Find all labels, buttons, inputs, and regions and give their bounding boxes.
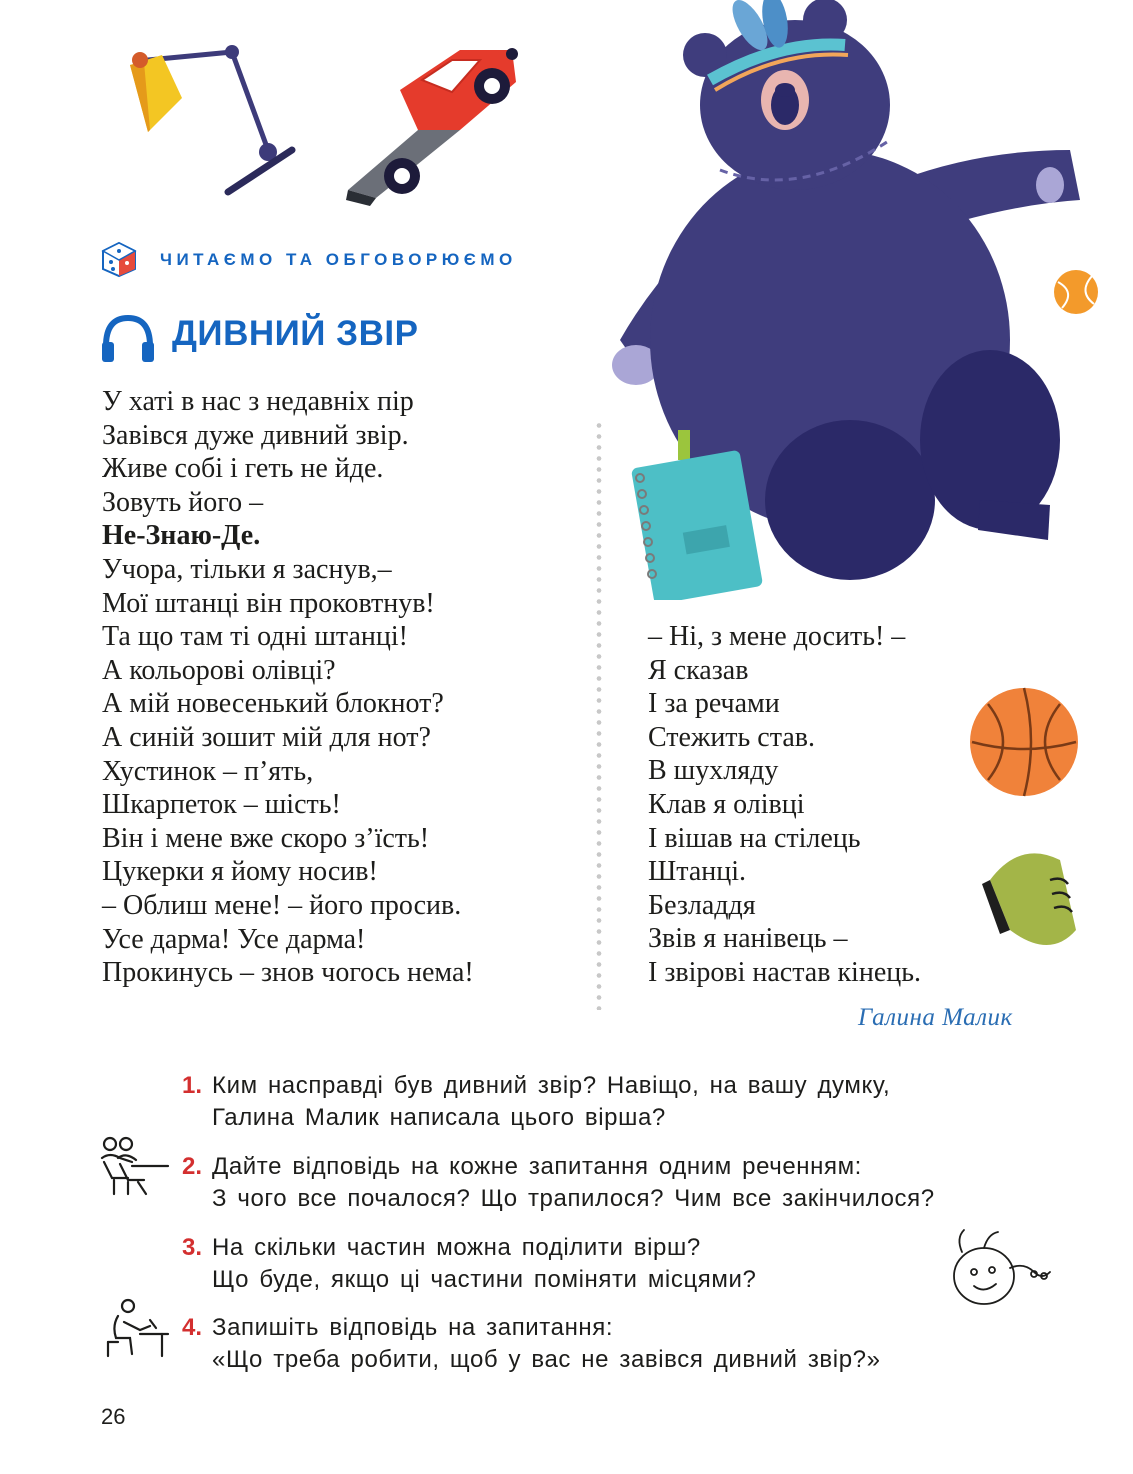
question-2 (0, 1151, 1133, 1215)
poem-line: Прокинусь – знов чогось нема! (102, 957, 474, 989)
column-divider (596, 420, 602, 1010)
section-label: ЧИТАЄМО ТА ОБГОВОРЮЄМО (160, 250, 517, 269)
poem-line: Завівся дуже дивний звір. (102, 419, 409, 451)
question-text: «Що треба робити, щоб у вас не завівся дивний звір?» (212, 1346, 881, 1373)
poem-line: Мої штанці він проковтнув! (102, 587, 435, 619)
poem-line: Штанці. (648, 856, 746, 888)
poem-line: В шухляду (648, 755, 779, 787)
lamp-illustration (120, 40, 300, 200)
question-4 (0, 1312, 1133, 1376)
question-text: З чого все почалося? Що трапилося? Чим все закінчилося? (212, 1185, 935, 1212)
poem-line: – Ні, з мене досить! – (648, 621, 906, 652)
basketball-illustration (968, 686, 1080, 798)
question-text: Що буде, якщо ці частини поміняти місцями? (212, 1266, 757, 1293)
poem-line: Та що там ті одні штанці! (102, 621, 408, 653)
poem-line: А синій зошит мій для нот? (102, 721, 431, 753)
question-1 (0, 1070, 1133, 1134)
poem-line: І звірові настав кінець. (648, 956, 921, 988)
poem-line: Хустинок – п’ять, (102, 755, 314, 787)
poem-line: Зовуть його – (102, 486, 264, 518)
dice-icon (100, 240, 138, 278)
poem-line: Шкарпеток – шість! (102, 789, 341, 821)
poem-line: Цукерки я йому носив! (102, 856, 378, 888)
poem-right-column (648, 620, 921, 990)
question-text: Галина Малик написала цього вірша? (212, 1104, 666, 1131)
poem-line: – Облиш мене! – його просив. (102, 889, 462, 921)
poem-line: Він і мене вже скоро з’їсть! (102, 822, 430, 854)
poem-line: А кольорові олівці? (102, 654, 336, 686)
poem-line: У хаті в нас з недавніх пір (102, 386, 414, 417)
tennis-ball-illustration (1052, 268, 1100, 316)
question-text: Ким насправді був дивний звір? Навіщо, на вашу думку, (212, 1072, 891, 1099)
poem-line: Клав я олівці (648, 788, 805, 820)
notebook-illustration (628, 430, 768, 600)
question-number: 2. (181, 1153, 202, 1180)
poem-line: Усе дарма! Усе дарма! (102, 923, 366, 955)
question-text: Дайте відповідь на кожне запитання одним реченням: (212, 1153, 862, 1180)
poem-line: Звів я нанівець – (648, 923, 848, 955)
headphones-icon (100, 312, 156, 364)
question-number: 4. (181, 1314, 202, 1341)
page-number: 26 (101, 1404, 126, 1429)
poem-line: Учора, тільки я заснув,– (102, 553, 392, 585)
poem-author: Галина Малик (858, 1004, 1013, 1031)
poem-line: Не-Знаю-Де. (102, 520, 261, 552)
question-text: Запишіть відповідь на запитання: (212, 1314, 614, 1341)
question-number: 1. (181, 1072, 202, 1099)
poem-line: Безладдя (648, 889, 756, 921)
poem-title: ДИВНИЙ ЗВІР (172, 314, 419, 353)
poem-line: Живе собі і геть не йде. (102, 453, 384, 485)
poem-line: Стежить став. (648, 721, 815, 753)
poem-line: І за речами (648, 688, 780, 720)
doodle-face-icon (944, 1224, 1054, 1310)
poem-line: І вішав на стілець (648, 822, 861, 854)
question-number: 3. (181, 1234, 202, 1261)
poem-line: А мій новесенький блокнот? (102, 688, 444, 720)
poem-left-column (102, 385, 474, 990)
question-text: На скільки частин можна поділити вірш? (212, 1234, 701, 1261)
boot-illustration (980, 840, 1080, 960)
truck-illustration (340, 30, 530, 210)
poem-line: Я сказав (648, 654, 749, 686)
